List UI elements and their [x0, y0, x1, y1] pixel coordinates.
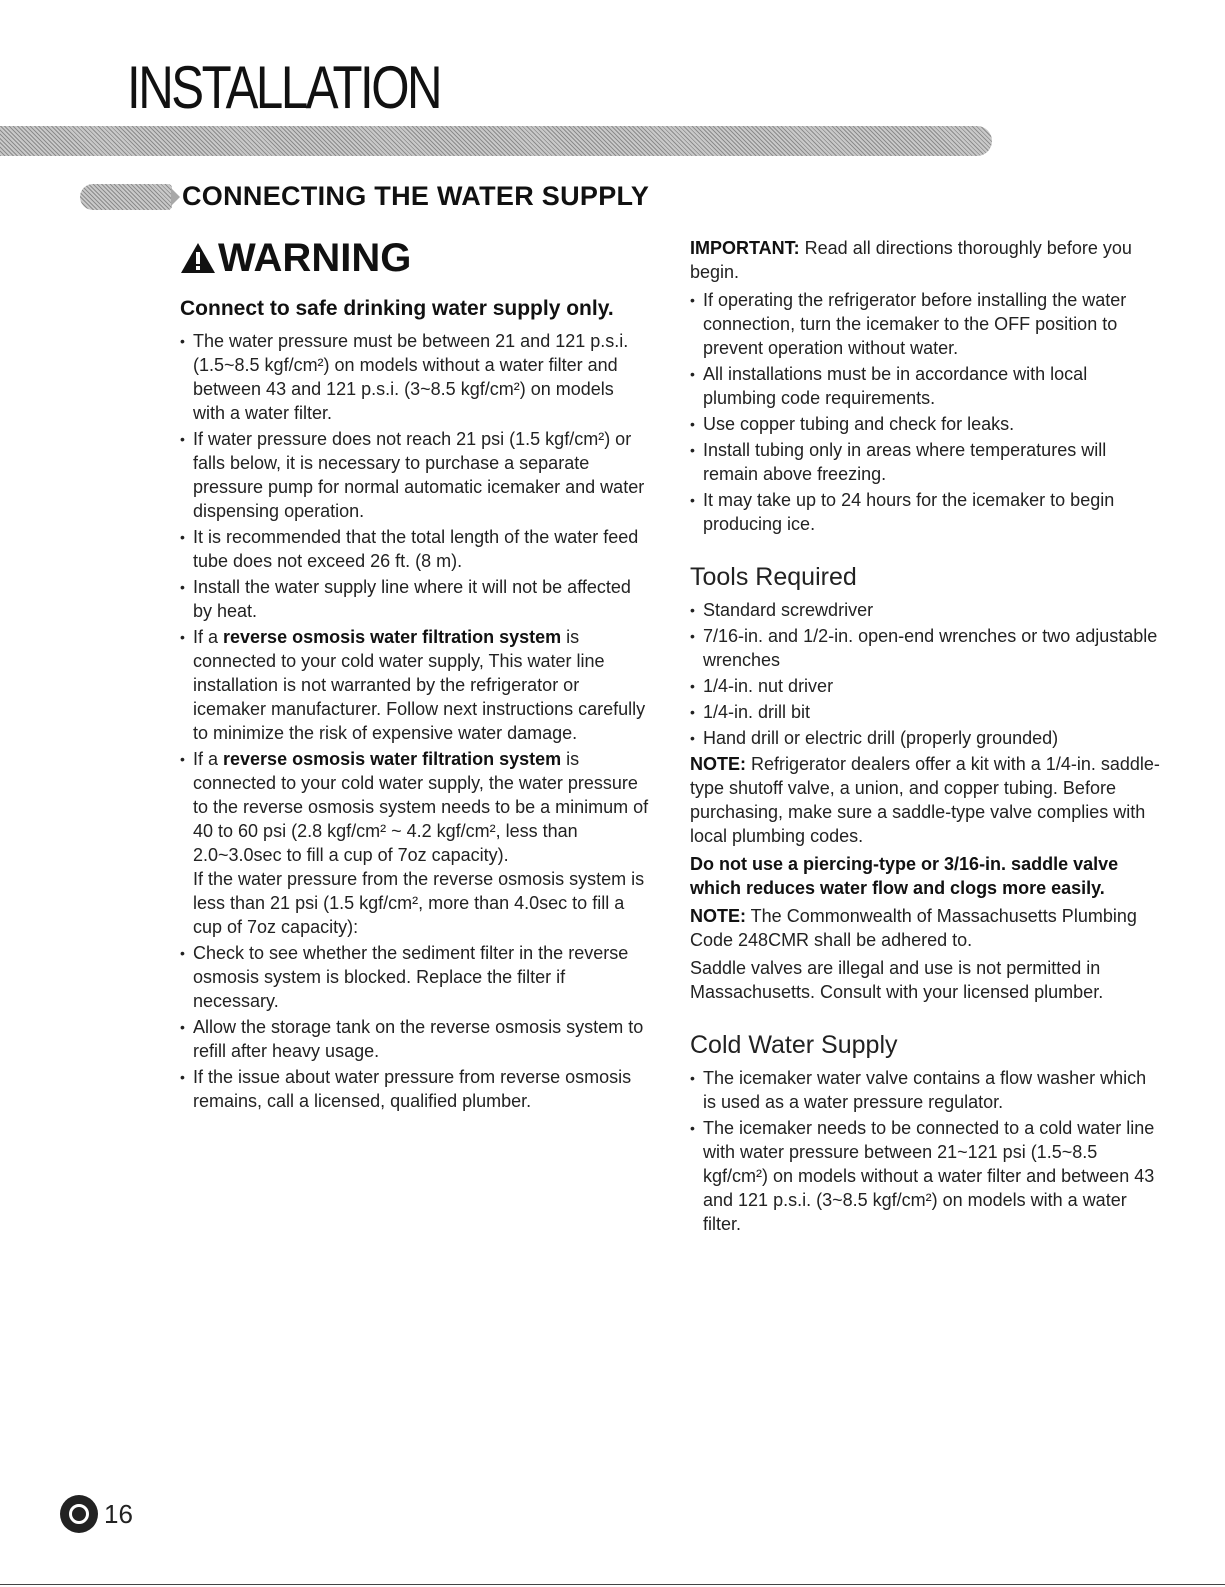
bullet-text-pre: If a [193, 627, 224, 647]
note-label: NOTE: [690, 754, 746, 774]
bullet-text-post: is connected to your cold water supply, This water line installation is not warranted by the refrigerator or icemaker manufacturer. Follow next instructions carefully to minimize the risk of expensive water damage. [193, 627, 646, 743]
note-massachusetts-text: The Commonwealth of Massachusetts Plumbing Code 248CMR shall be adhered to. [690, 906, 1137, 950]
warning-bullet: • Install the water supply line where it will not be affected by heat. [180, 575, 650, 623]
cold-water-bullet: • The icemaker water valve contains a flow washer which is used as a water pressure regulator. [690, 1066, 1160, 1114]
page-number: 16 [104, 1498, 133, 1529]
tools-heading: Tools Required [690, 563, 857, 591]
important-paragraph [690, 236, 1160, 284]
important-bullet-list [690, 288, 1160, 536]
tool-item: • Hand drill or electric drill (properly grounded) [690, 726, 1160, 750]
important-bullet: • All installations must be in accordance with local plumbing code requirements. [690, 362, 1160, 410]
bullet-text-bold: reverse osmosis water filtration system [223, 627, 562, 647]
note-massachusetts-paragraph [690, 904, 1160, 952]
important-bullet: • It may take up to 24 hours for the icemaker to begin producing ice. [690, 488, 1160, 536]
warning-bullet [180, 625, 650, 745]
cold-water-bullet: • The icemaker needs to be connected to a cold water line with water pressure between 21~121 psi (1.5~8.5 kgf/cm²) on models without a water filter and between 43 and 121 p.s.i. (3~8.5 kgf/cm²) on models with a water filter. [690, 1116, 1160, 1236]
tool-item: • 1/4-in. nut driver [690, 674, 1160, 698]
cold-water-bullet-list [690, 1066, 1160, 1236]
important-bullet: • Install tubing only in areas where temperatures will remain above freezing. [690, 438, 1160, 486]
page-footer [60, 1495, 133, 1533]
bullet-text-bold: reverse osmosis water filtration system [223, 749, 562, 769]
lg-logo-icon [60, 1495, 98, 1533]
warning-bullet: • Check to see whether the sediment filter in the reverse osmosis system is blocked. Replace the filter if necessary. [180, 941, 650, 1013]
page-title: INSTALLATION [127, 54, 441, 121]
section-heading: CONNECTING THE WATER SUPPLY [182, 181, 650, 211]
warning-bullet: • If the issue about water pressure from reverse osmosis remains, call a licensed, qualified plumber. [180, 1065, 650, 1113]
note-kit-paragraph [690, 752, 1160, 848]
warning-bullet: • The water pressure must be between 21 and 121 p.s.i. (1.5~8.5 kgf/cm²) on models without a water filter and between 43 and 121 p.s.i. (3~8.5 kgf/cm²) on models with a water filter. [180, 329, 650, 425]
warning-label: WARNING [218, 236, 412, 280]
note-label-2: NOTE: [690, 906, 746, 926]
section-marker-icon [80, 184, 172, 210]
warning-triangle-icon [180, 242, 216, 274]
right-column [690, 236, 1160, 1238]
important-bullet: • Use copper tubing and check for leaks. [690, 412, 1160, 436]
warning-bullet: • If water pressure does not reach 21 psi (1.5 kgf/cm²) or falls below, it is necessary to purchase a separate pressure pump for normal automatic icemaker and water dispensing operation. [180, 427, 650, 523]
cold-water-heading: Cold Water Supply [690, 1031, 898, 1059]
note-kit-text: Refrigerator dealers offer a kit with a 1/4-in. saddle-type shutoff valve, a union, and copper tubing. Before purchasing, make sure a saddle-type valve complies with local plumbing codes. [690, 754, 1160, 846]
warning-subtitle: Connect to safe drinking water supply only. [180, 297, 614, 320]
tool-item: • 7/16-in. and 1/2-in. open-end wrenches or two adjustable wrenches [690, 624, 1160, 672]
important-bullet: • If operating the refrigerator before installing the water connection, turn the icemaker to the OFF position to prevent operation without water. [690, 288, 1160, 360]
important-text: Read all directions thoroughly before you begin. [690, 238, 1132, 282]
bullet-text-pre: If a [193, 749, 224, 769]
tools-bullet-list [690, 598, 1160, 750]
tool-item: • Standard screwdriver [690, 598, 1160, 622]
warning-bullet [180, 747, 650, 939]
warning-bullet: • It is recommended that the total length of the water feed tube does not exceed 26 ft. (8 m). [180, 525, 650, 573]
warning-bullet-list [180, 329, 650, 1113]
bullet-text-extra: If the water pressure from the reverse osmosis system is less than 21 psi (1.5 kgf/cm², more than 4.0sec to fill a cup of 7oz capacity): [193, 869, 645, 937]
warning-title [180, 236, 650, 280]
tool-item: • 1/4-in. drill bit [690, 700, 1160, 724]
warning-bullet: • Allow the storage tank on the reverse osmosis system to refill after heavy usage. [180, 1015, 650, 1063]
left-column [180, 236, 650, 1115]
piercing-valve-warning: Do not use a piercing-type or 3/16-in. saddle valve which reduces water flow and clogs more easily. [690, 854, 1119, 898]
title-decorative-bar [0, 126, 992, 156]
saddle-valves-paragraph: Saddle valves are illegal and use is not permitted in Massachusetts. Consult with your licensed plumber. [690, 958, 1104, 1002]
bullet-text-post: is connected to your cold water supply, the water pressure to the reverse osmosis system needs to be a minimum of 40 to 60 psi (2.8 kgf/cm² ~ 4.2 kgf/cm², less than 2.0~3.0sec to fill a cup of 7oz capacity). [193, 749, 649, 865]
important-label: IMPORTANT: [690, 238, 800, 258]
bottom-divider [0, 1584, 1225, 1585]
